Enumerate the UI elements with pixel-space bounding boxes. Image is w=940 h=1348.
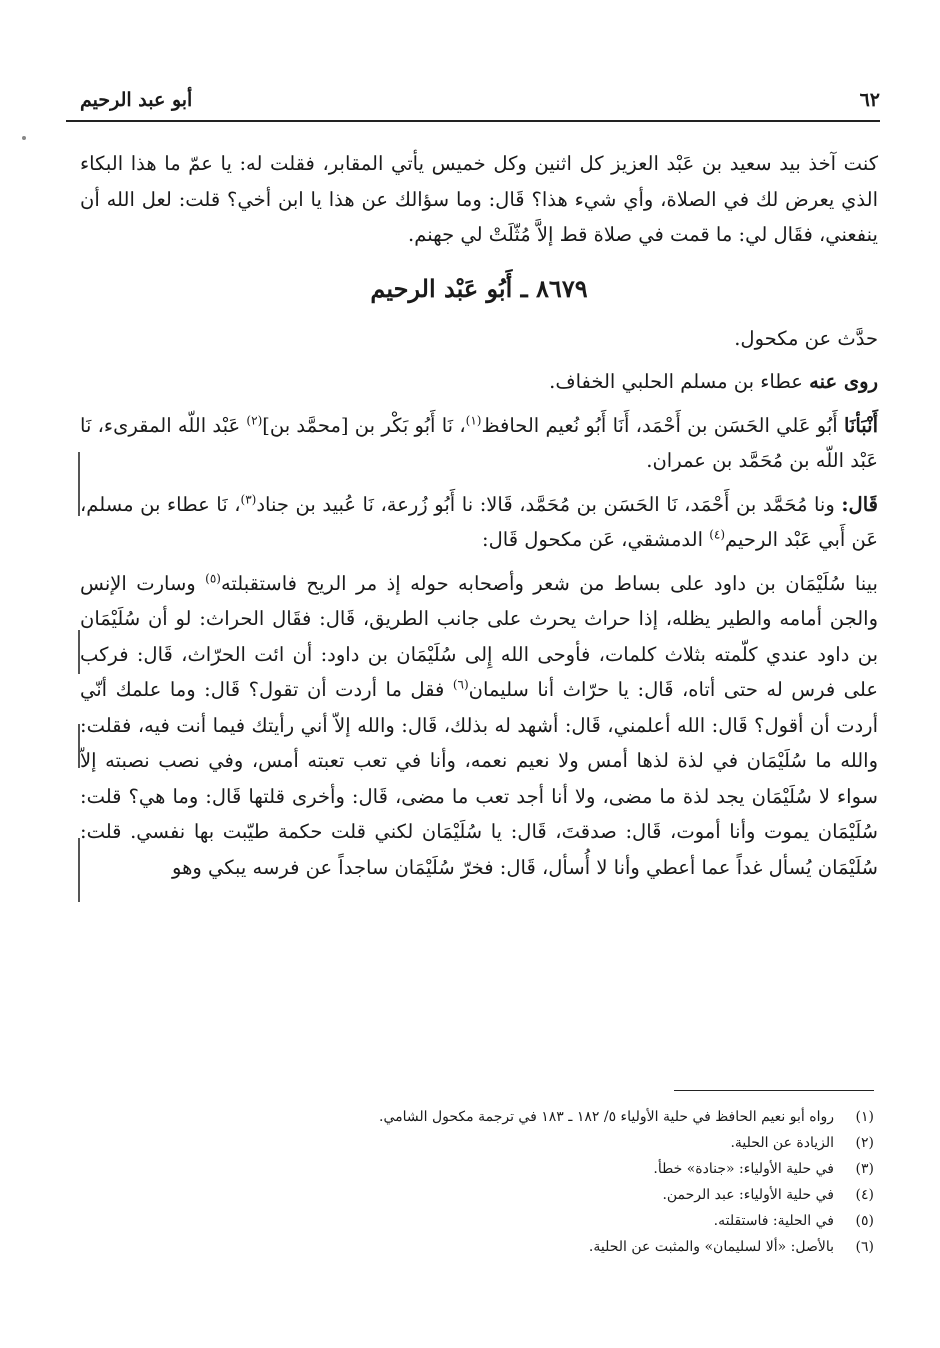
footnote	[80, 1182, 874, 1208]
margin-marker	[78, 838, 80, 902]
margin-marker	[78, 452, 80, 516]
margin-marker	[78, 724, 80, 768]
footnote-number: (٦)	[855, 1239, 874, 1255]
footnote-text: في حلية الأولياء: «جنادة» خطأ.	[653, 1161, 834, 1177]
paragraph-text: بينا سُلَيْمَان بن داود على بساط من شعر وأصحابه حوله إذ مر الريح فاستقبلته	[220, 571, 878, 595]
scan-speck	[22, 136, 26, 140]
footnote	[80, 1104, 874, 1130]
paragraph-text: ، نَا أَبُو بَكْر بن [محمَّد بن]	[262, 413, 466, 437]
bold-lead: روى عنه	[809, 370, 878, 393]
entry-title: ٨٦٧٩ ـ أَبُو عَبْد الرحيم	[370, 273, 588, 303]
footnote-number: (٤)	[855, 1187, 874, 1203]
footnote-text: في الحلية: فاستقلته.	[713, 1213, 834, 1229]
footnote	[80, 1156, 874, 1182]
isnad-paragraph-1	[80, 408, 878, 479]
footnote	[80, 1234, 874, 1260]
footnote-ref: (٢)	[246, 413, 263, 427]
paragraph-text: عَبْد اللّه المقرىء، نَا عَبْد اللّه بن مُحَمَّد بن عمران.	[80, 413, 878, 472]
paragraph-text: فقل ما أردت أن تقول؟ قَال: وما علمك أنّي أردت أن أقول؟ قَال: الله أعلمني، قَال: أشهد له بذلك، قَال: والله إلاّ أني رأيتك فيما أنت فيه، فقلت: والله ما سُلَيْمَان في لذة لذها أمس ولا نعيم نعمه، وأنا في تعب تعبته أمس، وفي نصب نصبته إلاّ سواء لا سُلَيْمَان يجد لذة ما مضى، ولا أنا أجد تعب ما مضى، قَال: وأخرى قلتها قَال: وما هي؟ قلت: سُلَيْمَان يموت وأنا أموت، قَال: صدقتَ، قَال: يا سُلَيْمَان لكني قلت حكمة طيّبت بها نفسي. قلت: سُلَيْمَان يُسأل غداً عما أعطي وأنا لا أُسأل، قَال: فخرّ سُلَيْمَان ساجداً عن فرسه يبكي وهو	[80, 678, 878, 879]
paragraph-text: ، نَا عطاء بن مسلم، عَن أَبي عَبْد الرحيم	[80, 492, 878, 551]
bold-lead: قَال:	[841, 492, 878, 516]
footnote-ref: (٥)	[205, 571, 221, 585]
header-rule	[66, 120, 880, 122]
footnote-text: بالأصل: «ألا لسليمان» والمثبت عن الحلية.	[588, 1239, 834, 1255]
intro-paragraph: كنت آخذ بيد سعيد بن عَبْد العزيز كل اثنين وكل خميس يأتي المقابر، فقلت له: يا عمّ ما هذا البكاء الذي يعرض لك في الصلاة، وأي شيء هذا؟ قَال: وما سؤالك عن هذا يا ابن أخي؟ قلت: لعل الله أن ينفعني، فقَال لي: ما قمت في صلاة قط إلاَّ مُثّلَتْ لي جهنم.	[80, 152, 878, 246]
footnote-ref: (١)	[465, 413, 482, 427]
footnotes	[80, 1104, 874, 1260]
footnote-ref: (٤)	[709, 527, 726, 542]
page-number: ٦٢	[859, 89, 880, 111]
margin-marker	[78, 630, 80, 674]
footnote-ref: (٦)	[452, 677, 469, 692]
footnote-text: رواه أبو نعيم الحافظ في حلية الأولياء ٥/ ١٨٢ ـ ١٨٣ في ترجمة مكحول الشامي.	[379, 1109, 834, 1125]
running-title: أبو عبد الرحيم	[80, 89, 193, 111]
page-header	[80, 82, 880, 118]
footnote-text: في حلية الأولياء: عبد الرحمن.	[662, 1187, 834, 1203]
paragraph-text: عطاء بن مسلم الحلبي الخفاف.	[549, 370, 810, 393]
entry-paragraph-2	[80, 364, 878, 400]
paragraph-text: ونا مُحَمَّد بن أَحْمَد، نَا الحَسَن بن مُحَمَّد، قَالا: نا أَبُو زُرعة، نَا عُبيد بن جناد	[256, 492, 842, 516]
footnote-text: الزيادة عن الحلية.	[730, 1135, 834, 1151]
entry-paragraph-1	[80, 321, 878, 357]
isnad-paragraph-2	[80, 487, 878, 558]
footnote-number: (٥)	[855, 1213, 874, 1229]
bold-lead: أَنْبَأنَا	[843, 413, 878, 437]
paragraph-text: أَبُو عَلي الحَسَن بن أَحْمَد، أَنَا أَبُو نُعيم الحافظ	[481, 413, 844, 437]
paragraph-text: وسارت الإنس والجن أمامه والطير يظله، إذا حراث يحرث على جانب الطريق، قَال: فقَال الحراث: لو أن سُلَيْمَان بن داود عندي كلّمته بثلاث كلمات، فأوحى الله إِلى سُلَيْمَان بن داود: أن ائت الحرّاث، قَال: فركب على فرس له حتى أتاه، قَال: يا حرّاث أنا سليمان	[80, 571, 879, 701]
footnote-number: (٢)	[855, 1135, 874, 1151]
footnote	[80, 1208, 874, 1234]
paragraph-text: الدمشقي، عَن مكحول قَال:	[482, 528, 710, 551]
footnote-rule	[674, 1090, 874, 1091]
footnote-number: (٣)	[855, 1161, 874, 1177]
footnote-ref: (٣)	[240, 492, 257, 506]
footnote-number: (١)	[855, 1109, 874, 1125]
page-body	[80, 146, 878, 893]
paragraph-text: حدَّث عن مكحول.	[734, 326, 878, 350]
footnote	[80, 1130, 874, 1156]
narrative-paragraph	[80, 566, 878, 886]
